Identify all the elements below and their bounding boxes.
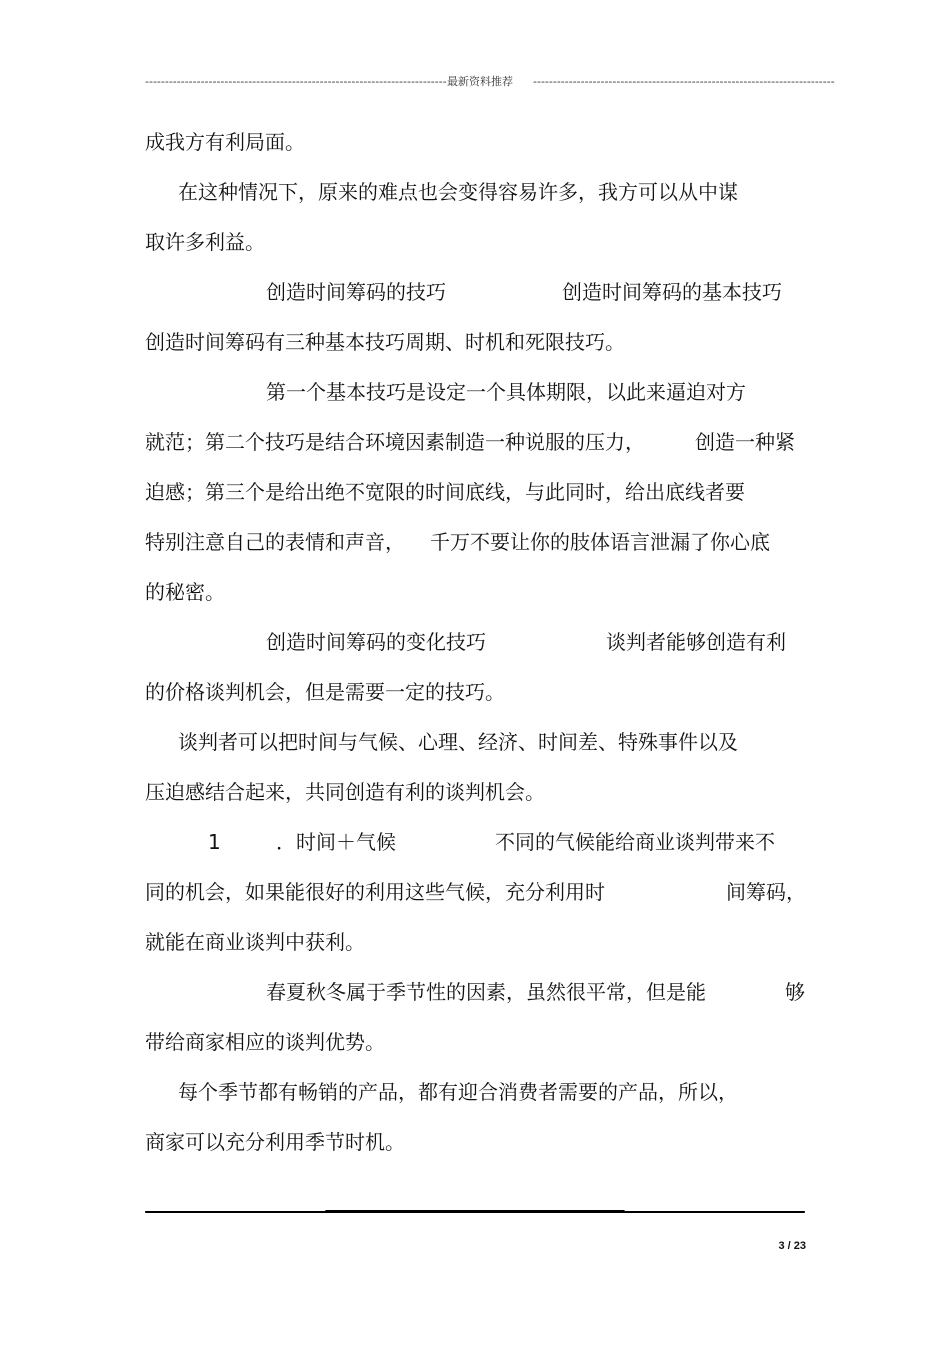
header-dashes-right: ---------------------------------------------------------------------------- [533,75,835,88]
list-number: 1 [208,830,221,854]
text-line: 够 [785,980,805,1004]
text-line: 的秘密。 [145,580,225,604]
text-line: 商家可以充分利用季节时机。 [145,1130,405,1154]
text-line: 不同的气候能给商业谈判带来不 [495,830,775,854]
text-line: 成我方有利局面。 [145,130,305,154]
text-line: 第一个基本技巧是设定一个具体期限，以此来逼迫对方 [266,380,746,404]
page-header [145,74,835,90]
section-heading: 创造时间筹码的变化技巧 [266,630,486,654]
text-line: 就能在商业谈判中获利。 [145,930,365,954]
text-line: 千万不要让你的肢体语言泄漏了你心底 [430,530,770,554]
text-line: 在这种情况下，原来的难点也会变得容易许多，我方可以从中谋 [178,180,738,204]
list-item-title: ．时间＋气候 [276,830,396,854]
text-line: 同的机会，如果能很好的利用这些气候，充分利用时 [145,880,605,904]
header-title: 最新资料推荐 [447,75,513,88]
text-line: 谈判者能够创造有利 [606,630,786,654]
text-line: 特别注意自己的表情和声音， [145,530,405,554]
text-line: 压迫感结合起来，共同创造有利的谈判机会。 [145,780,545,804]
text-line: 春夏秋冬属于季节性的因素，虽然很平常，但是能 [266,980,706,1004]
section-heading: 创造时间筹码的基本技巧 [562,280,782,304]
text-line: 的价格谈判机会，但是需要一定的技巧。 [145,680,505,704]
text-line: 就范；第二个技巧是结合环境因素制造一种说服的压力， [145,430,645,454]
text-line: 创造时间筹码有三种基本技巧周期、时机和死限技巧。 [145,330,625,354]
text-line: 创造一种紧 [695,430,795,454]
page-number: 3 / 23 [778,1240,806,1252]
section-heading: 创造时间筹码的技巧 [266,280,446,304]
text-line: 间筹码， [726,880,806,904]
text-line: 每个季节都有畅销的产品，都有迎合消费者需要的产品，所以， [178,1080,738,1104]
text-line: 迫感；第三个是给出绝不宽限的时间底线，与此同时，给出底线者要 [145,480,745,504]
text-line: 取许多利益。 [145,230,265,254]
text-line: 带给商家相应的谈判优势。 [145,1030,385,1054]
header-dashes-left: ---------------------------------------------------------------------------- [145,75,447,88]
text-line: 谈判者可以把时间与气候、心理、经济、时间差、特殊事件以及 [178,730,738,754]
footer-rule [145,1209,805,1214]
